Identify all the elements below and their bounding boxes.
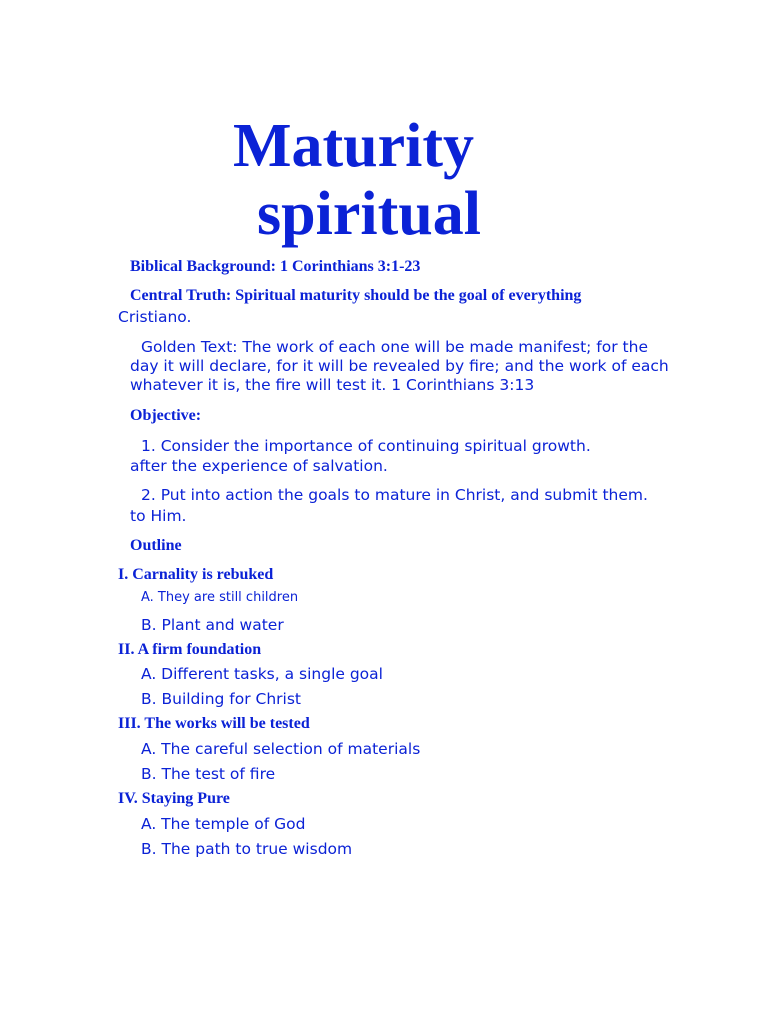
- outline-section-title: III. The works will be tested: [118, 715, 310, 732]
- outline-section-title: I. Carnality is rebuked: [118, 566, 274, 583]
- outline-section-title: II. A firm foundation: [118, 641, 262, 658]
- central-truth-text: : Spiritual maturity should be the goal of everything: [225, 287, 582, 304]
- outline-subpoint: B. Building for Christ: [141, 690, 302, 708]
- objective-item-2-continuation: to Him.: [130, 507, 187, 525]
- outline-subpoint: B. The path to true wisdom: [141, 840, 353, 858]
- outline-subpoint: A. Different tasks, a single goal: [141, 665, 383, 683]
- golden-text-line-1: Golden Text: The work of each one will be made manifest; for the: [141, 338, 648, 356]
- central-truth: [130, 287, 581, 305]
- outline-subpoint: A. The temple of God: [141, 815, 306, 833]
- objective-item-1-continuation: after the experience of salvation.: [130, 457, 388, 475]
- outline-section-title: IV. Staying Pure: [118, 790, 230, 807]
- objective-item-1: 1. Consider the importance of continuing spiritual growth.: [141, 437, 591, 455]
- title-line-1: Maturity: [233, 112, 475, 180]
- outline-subpoint: B. The test of fire: [141, 765, 276, 783]
- biblical-background: Biblical Background: 1 Corinthians 3:1-23: [130, 258, 421, 275]
- title-line-2: spiritual: [257, 180, 481, 248]
- golden-text-line-3: whatever it is, the fire will test it. 1 Corinthians 3:13: [130, 376, 535, 394]
- golden-text-line-2: day it will declare, for it will be revealed by fire; and the work of each: [130, 357, 669, 375]
- central-truth-continuation: Cristiano.: [118, 308, 192, 326]
- outline-heading: Outline: [130, 537, 182, 554]
- outline-subpoint: A. The careful selection of materials: [141, 740, 421, 758]
- outline-subpoint: B. Plant and water: [141, 616, 284, 634]
- page-title: [233, 112, 481, 248]
- objective-item-2: 2. Put into action the goals to mature in Christ, and submit them.: [141, 486, 648, 504]
- central-truth-label: Central Truth: [130, 287, 226, 304]
- outline-subpoint: A. They are still children: [141, 590, 299, 605]
- objective-heading: Objective:: [130, 407, 202, 424]
